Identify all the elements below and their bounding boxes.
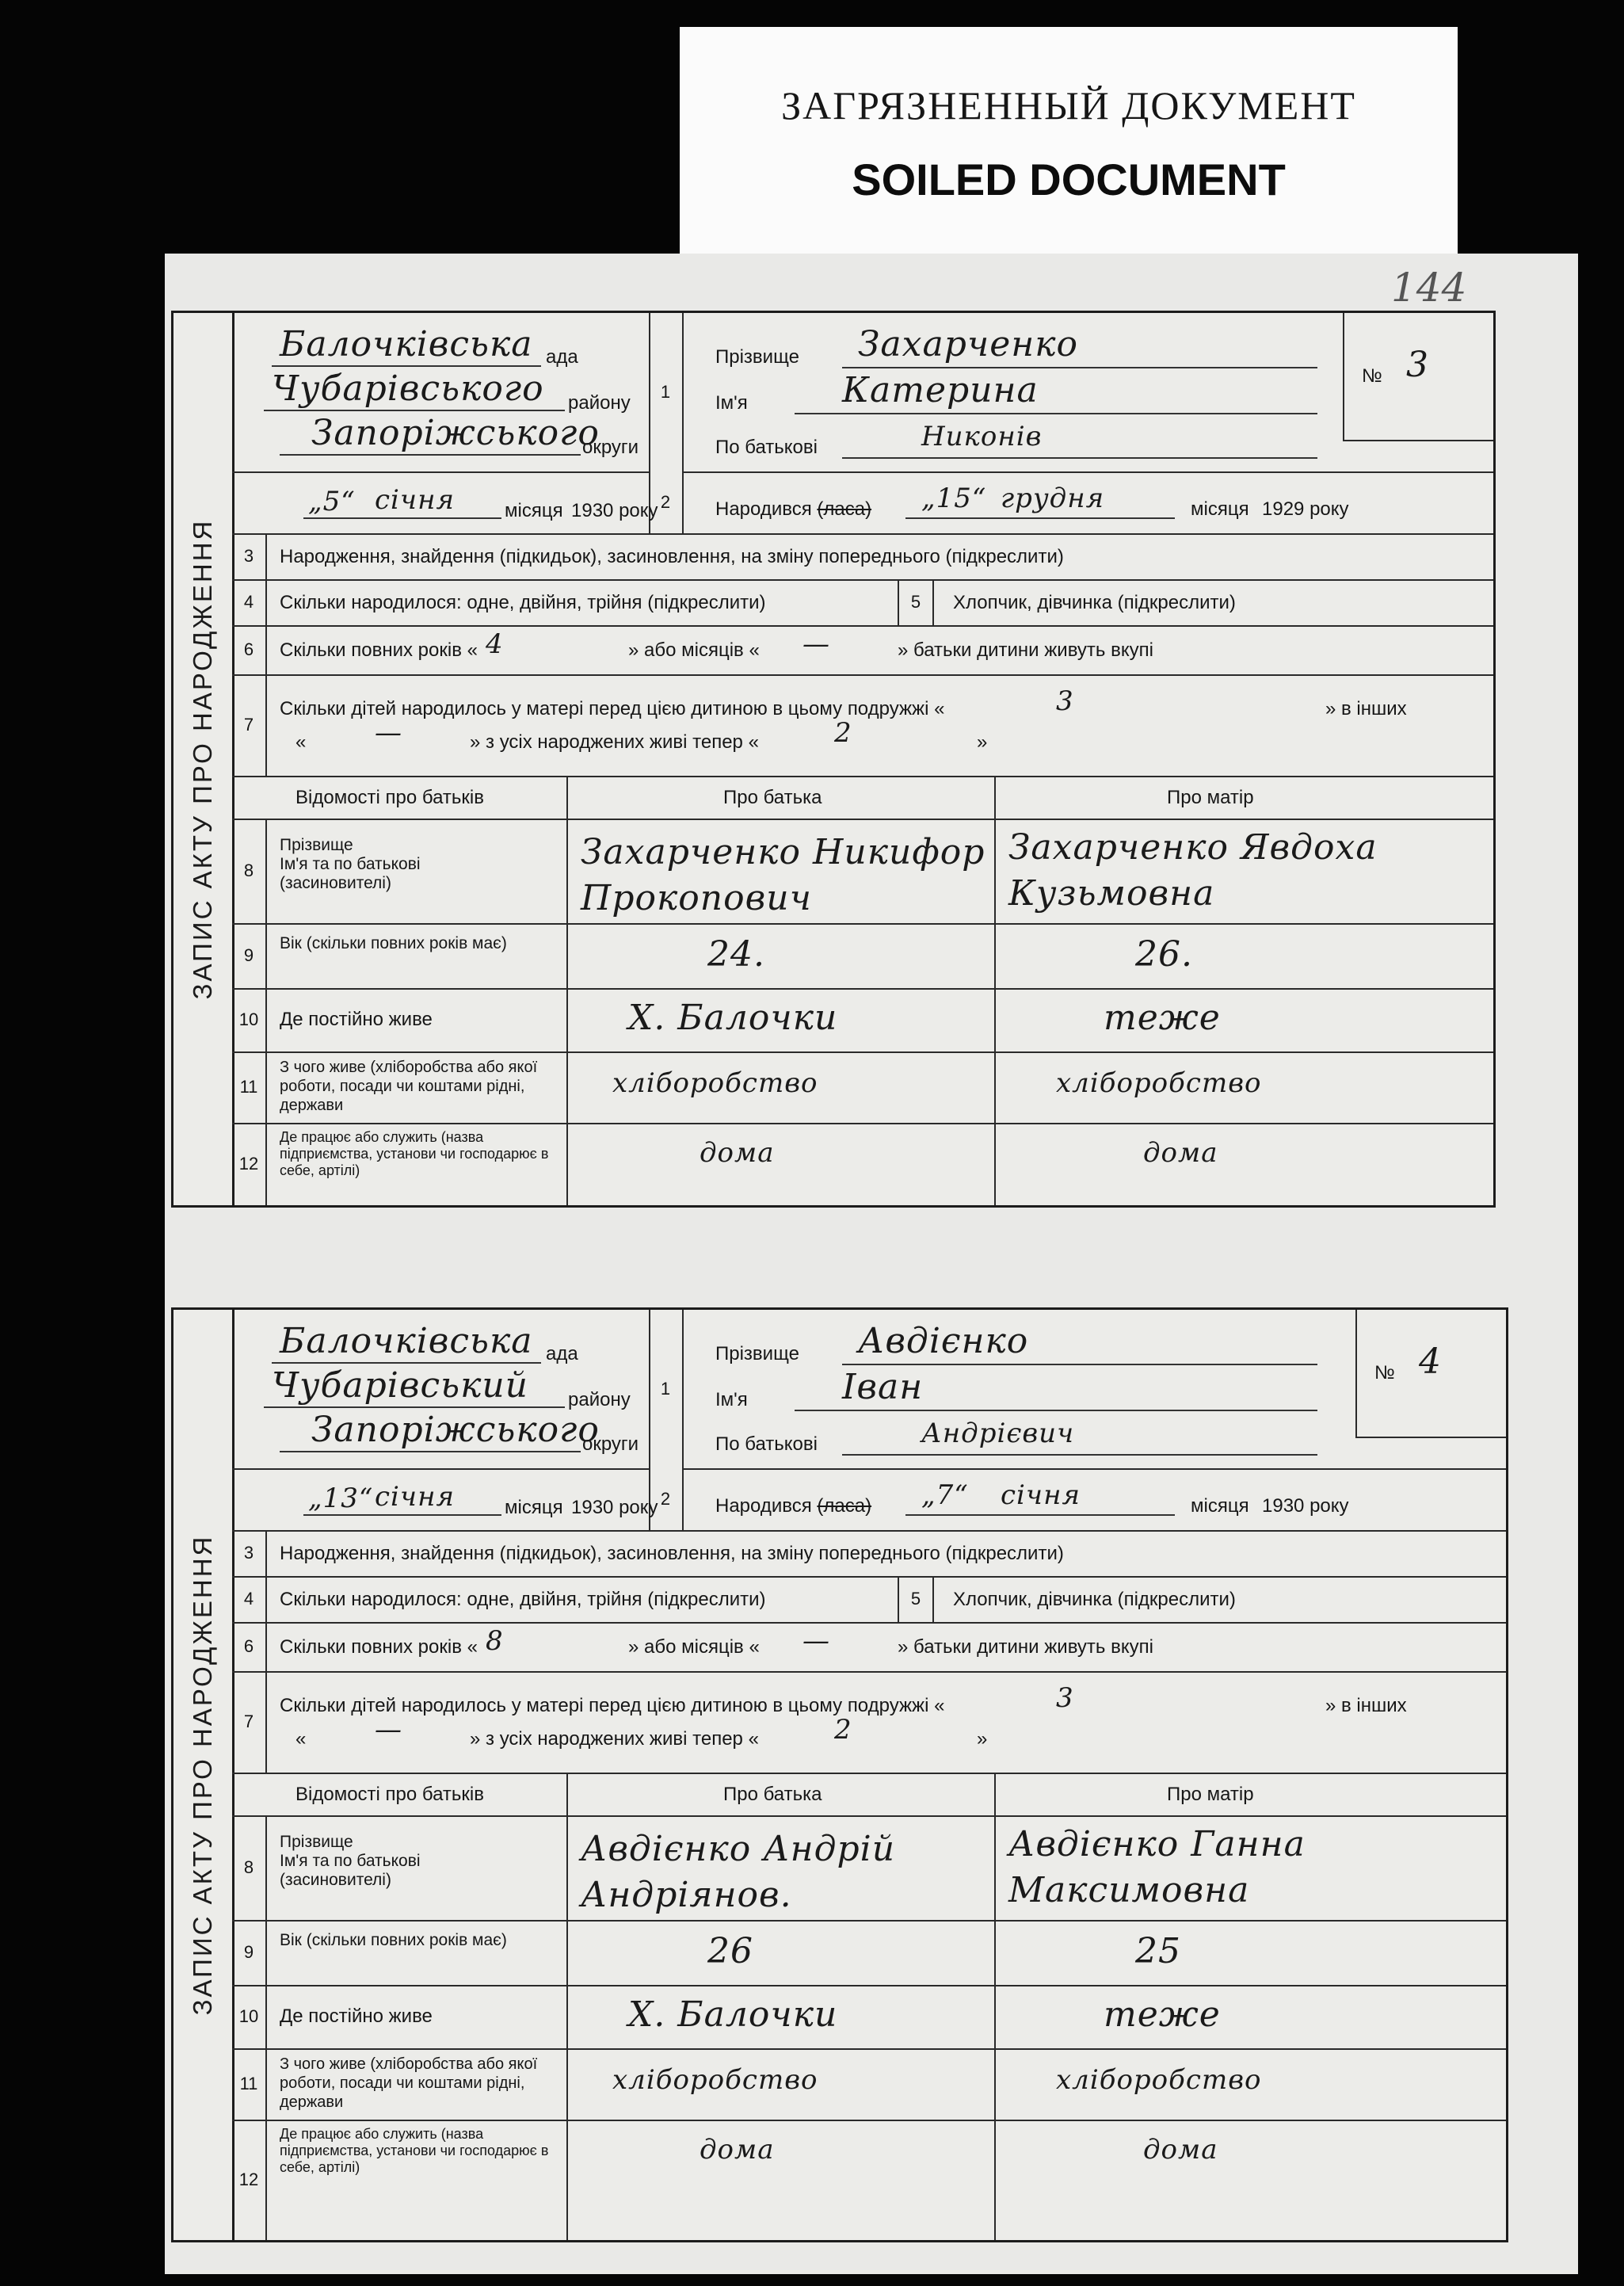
- row-7-label-b: » в інших: [1325, 698, 1407, 719]
- row-4-label: Скільки народилося: одне, двійня, трійня (підкреслити): [280, 1589, 766, 1610]
- row-6-label-a: Скільки повних років «: [280, 1636, 478, 1658]
- number-label: №: [1374, 1362, 1395, 1383]
- record-body: [232, 1310, 1506, 2240]
- reg-day: „13“: [308, 1483, 374, 1514]
- father-work: дома: [700, 2134, 775, 2166]
- mother-name: Авдієнко Ганна Максимовна: [1008, 1824, 1306, 1910]
- row-12: [232, 2120, 1506, 2240]
- number-label: №: [1362, 365, 1382, 387]
- row-3: [232, 1530, 1506, 1578]
- row-number-8: 8: [232, 1815, 267, 1920]
- mother-age: 26.: [1135, 934, 1193, 975]
- okrug-label: округи: [582, 1433, 639, 1455]
- name-label: Ім'я: [715, 392, 748, 414]
- row-number-10: 10: [232, 988, 267, 1051]
- name-value: Іван: [842, 1367, 924, 1407]
- row-number-11: 11: [232, 2048, 267, 2120]
- father-residence: Х. Балочки: [628, 998, 838, 1038]
- row-number-3: 3: [232, 1530, 267, 1576]
- location-cell: [232, 313, 658, 533]
- row-number-2: 2: [649, 471, 684, 533]
- parents-header-row: [232, 1773, 1506, 1817]
- month-label: місяця: [505, 500, 563, 521]
- month-label: місяця: [505, 1497, 563, 1518]
- row-number-9: 9: [232, 1920, 267, 1985]
- row-11: [232, 2048, 1506, 2121]
- row-7: [232, 1671, 1506, 1774]
- patronymic-label: По батькові: [715, 437, 818, 458]
- reg-month: січня: [375, 484, 455, 516]
- rada-label: ада: [546, 1343, 578, 1364]
- children-other: —: [375, 1714, 402, 1746]
- row-11-label: З чого живе (хліборобства або якої роботи, посади чи коштами рідні, держави: [280, 1059, 538, 1114]
- children-other: —: [375, 717, 402, 749]
- children-alive: 2: [834, 1714, 852, 1746]
- birth-day: „15“: [921, 483, 987, 514]
- raion-value: Чубарівський: [272, 1365, 529, 1406]
- row-11-label: З чого живе (хліборобства або якої роботи, посади чи коштами рідні, держави: [280, 2055, 538, 2111]
- parents-header-row: [232, 776, 1493, 820]
- years-together: 4: [486, 628, 504, 660]
- rada-label: ада: [546, 346, 578, 368]
- row-number-7: 7: [232, 1671, 267, 1773]
- stamp-line-en: SOILED DOCUMENT: [852, 155, 1286, 204]
- row-header: [232, 313, 1493, 535]
- row-9-label: Вік (скільки повних років має): [280, 1931, 507, 1949]
- row-7-label-a: Скільки дітей народилось у матері перед цією дитиною в цьому подружжі «: [280, 1695, 945, 1716]
- patronymic-label: По батькові: [715, 1433, 818, 1455]
- record-number-box: [1343, 313, 1493, 441]
- row-8: [232, 819, 1493, 925]
- row-number-11: 11: [232, 1051, 267, 1123]
- row-7: [232, 674, 1493, 777]
- name-label: Ім'я: [715, 1389, 748, 1410]
- surname-value: Авдієнко: [858, 1321, 1029, 1361]
- row-6-label-c: » батьки дитини живуть вкупі: [898, 639, 1153, 661]
- row-10: [232, 988, 1493, 1053]
- row-7-label-e: »: [977, 731, 988, 753]
- row-6: [232, 1622, 1506, 1673]
- row-7-label-a: Скільки дітей народилось у матері перед цією дитиною в цьому подружжі «: [280, 698, 945, 719]
- row-number-4: 4: [232, 579, 267, 625]
- birth-date-cell: [684, 1468, 1506, 1530]
- father-age: 24.: [707, 934, 765, 975]
- row-8: [232, 1815, 1506, 1922]
- row-10-label: Де постійно живе: [280, 2005, 433, 2027]
- birth-month-label: місяця: [1191, 498, 1249, 520]
- months-together: —: [802, 628, 830, 660]
- surname-label: Прізвище: [715, 346, 799, 368]
- row-7-label-b: » в інших: [1325, 1695, 1407, 1716]
- row-9-label: Вік (скільки повних років має): [280, 934, 507, 952]
- parents-header: Відомості про батьків: [295, 787, 484, 808]
- row-3-label: Народження, знайдення (підкидьок), засиновлення, на зміну попереднього (підкреслити): [280, 546, 1064, 567]
- name-value: Катерина: [842, 370, 1039, 410]
- row-12-label: Де працює або служить (назва підприємства, установи чи господарює в себе, артілі): [280, 1129, 549, 1178]
- birth-year: 1930 року: [1262, 1495, 1349, 1517]
- row-7-label-e: »: [977, 1728, 988, 1750]
- birth-record-1: [171, 311, 1496, 1208]
- row-8-label: Прізвище Ім'я та по батькові (засиновителі): [280, 1833, 421, 1889]
- row-number-8: 8: [232, 819, 267, 923]
- row-9: [232, 1920, 1506, 1986]
- mother-occupation: хліборобство: [1056, 1067, 1262, 1099]
- row-4-label: Скільки народилося: одне, двійня, трійня (підкреслити): [280, 592, 766, 613]
- row-11: [232, 1051, 1493, 1124]
- row-number-5: 5: [898, 579, 934, 625]
- row-10: [232, 1985, 1506, 2050]
- page-number: 144: [1391, 265, 1467, 311]
- birth-record-2: [171, 1307, 1508, 2242]
- record-number-box: [1355, 1310, 1506, 1438]
- mother-residence: теже: [1104, 1994, 1221, 2035]
- raion-label: району: [568, 392, 631, 414]
- row-number-6: 6: [232, 1622, 267, 1671]
- mother-header: Про матір: [1167, 1784, 1254, 1805]
- row-5-label: Хлопчик, дівчинка (підкреслити): [953, 1589, 1236, 1610]
- row-number-10: 10: [232, 1985, 267, 2048]
- years-together: 8: [486, 1625, 504, 1657]
- row-number-7: 7: [232, 674, 267, 776]
- mother-work: дома: [1143, 1137, 1218, 1169]
- patronymic-value: Андрієвич: [921, 1418, 1075, 1449]
- birth-month: грудня: [1001, 483, 1105, 514]
- row-number-12: 12: [232, 2120, 267, 2240]
- father-occupation: хліборобство: [612, 2064, 818, 2096]
- birth-month-label: місяця: [1191, 1495, 1249, 1517]
- row-6-label-b: » або місяців «: [628, 1636, 760, 1658]
- father-header: Про батька: [723, 1784, 822, 1805]
- mother-residence: теже: [1104, 998, 1221, 1038]
- row-9: [232, 923, 1493, 990]
- row-7-label-d: » з усіх народжених живі тепер «: [470, 731, 759, 753]
- row-number-1: 1: [649, 1310, 684, 1468]
- row-5-label: Хлопчик, дівчинка (підкреслити): [953, 592, 1236, 613]
- row-12: [232, 1123, 1493, 1205]
- row-number-2: 2: [649, 1468, 684, 1530]
- row-number-9: 9: [232, 923, 267, 988]
- row-12-label: Де працює або служить (назва підприємства, установи чи господарює в себе, артілі): [280, 2126, 549, 2175]
- surname-label: Прізвище: [715, 1343, 799, 1364]
- row-6-label-b: » або місяців «: [628, 639, 760, 661]
- soiled-document-stamp: [680, 27, 1458, 257]
- mother-occupation: хліборобство: [1056, 2064, 1262, 2096]
- row-7-label-c: «: [295, 1728, 307, 1750]
- child-name-cell: [684, 313, 1493, 471]
- father-residence: Х. Балочки: [628, 1994, 838, 2035]
- born-label: Народився (ласа): [715, 1495, 872, 1517]
- row-number-3: 3: [232, 533, 267, 579]
- rada-value: Балочківська: [280, 324, 533, 364]
- father-occupation: хліборобство: [612, 1067, 818, 1099]
- location-cell: [232, 1310, 658, 1530]
- birth-day: „7“: [921, 1479, 969, 1511]
- row-3: [232, 533, 1493, 581]
- father-header: Про батька: [723, 787, 822, 808]
- row-6-label-a: Скільки повних років «: [280, 639, 478, 661]
- children-alive: 2: [834, 717, 852, 749]
- okrug-label: округи: [582, 437, 639, 458]
- row-8-label: Прізвище Ім'я та по батькові (засиновителі): [280, 836, 421, 892]
- reg-year: 1930 року: [571, 1497, 658, 1518]
- row-6-label-c: » батьки дитини живуть вкупі: [898, 1636, 1153, 1658]
- record-side-title: ЗАПИС АКТУ ПРО НАРОДЖЕННЯ: [173, 313, 234, 1205]
- stamp-line-ru: ЗАГРЯЗНЕННЫЙ ДОКУМЕНТ: [781, 83, 1356, 128]
- birth-year: 1929 року: [1262, 498, 1349, 520]
- okrug-value: Запоріжського: [311, 1410, 600, 1450]
- reg-month: січня: [375, 1481, 455, 1513]
- reg-day: „5“: [308, 486, 356, 517]
- raion-label: району: [568, 1389, 631, 1410]
- mother-age: 25: [1135, 1931, 1181, 1971]
- row-4: [232, 1576, 1506, 1624]
- row-number-6: 6: [232, 625, 267, 674]
- mother-header: Про матір: [1167, 787, 1254, 808]
- mother-work: дома: [1143, 2134, 1218, 2166]
- row-7-label-d: » з усіх народжених живі тепер «: [470, 1728, 759, 1750]
- child-name-cell: [684, 1310, 1506, 1468]
- reg-year: 1930 року: [571, 500, 658, 521]
- children-before: 3: [1056, 685, 1074, 717]
- born-label: Народився (ласа): [715, 498, 872, 520]
- record-body: [232, 313, 1493, 1205]
- birth-date-cell: [684, 471, 1493, 533]
- row-6: [232, 625, 1493, 676]
- row-3-label: Народження, знайдення (підкидьок), засиновлення, на зміну попереднього (підкреслити): [280, 1543, 1064, 1564]
- row-4: [232, 579, 1493, 627]
- raion-value: Чубарівського: [272, 368, 544, 409]
- father-work: дома: [700, 1137, 775, 1169]
- parents-header: Відомості про батьків: [295, 1784, 484, 1805]
- row-header: [232, 1310, 1506, 1532]
- record-number: 3: [1406, 345, 1429, 385]
- surname-value: Захарченко: [858, 324, 1079, 364]
- row-7-label-c: «: [295, 731, 307, 753]
- row-10-label: Де постійно живе: [280, 1009, 433, 1030]
- father-name: Авдієнко Андрій Андріянов.: [581, 1829, 896, 1915]
- row-number-12: 12: [232, 1123, 267, 1205]
- months-together: —: [802, 1625, 830, 1657]
- patronymic-value: Никонів: [921, 421, 1043, 452]
- father-age: 26: [707, 1931, 753, 1971]
- record-number: 4: [1419, 1341, 1442, 1382]
- father-name: Захарченко Никифор Прокопович: [581, 832, 985, 918]
- birth-month: січня: [1001, 1479, 1081, 1511]
- mother-name: Захарченко Явдоха Кузьмовна: [1008, 827, 1378, 914]
- row-number-4: 4: [232, 1576, 267, 1622]
- document-page: [165, 254, 1578, 2274]
- row-number-5: 5: [898, 1576, 934, 1622]
- record-side-title: ЗАПИС АКТУ ПРО НАРОДЖЕННЯ: [173, 1310, 234, 2240]
- row-number-1: 1: [649, 313, 684, 471]
- okrug-value: Запоріжського: [311, 413, 600, 453]
- children-before: 3: [1056, 1682, 1074, 1714]
- rada-value: Балочківська: [280, 1321, 533, 1361]
